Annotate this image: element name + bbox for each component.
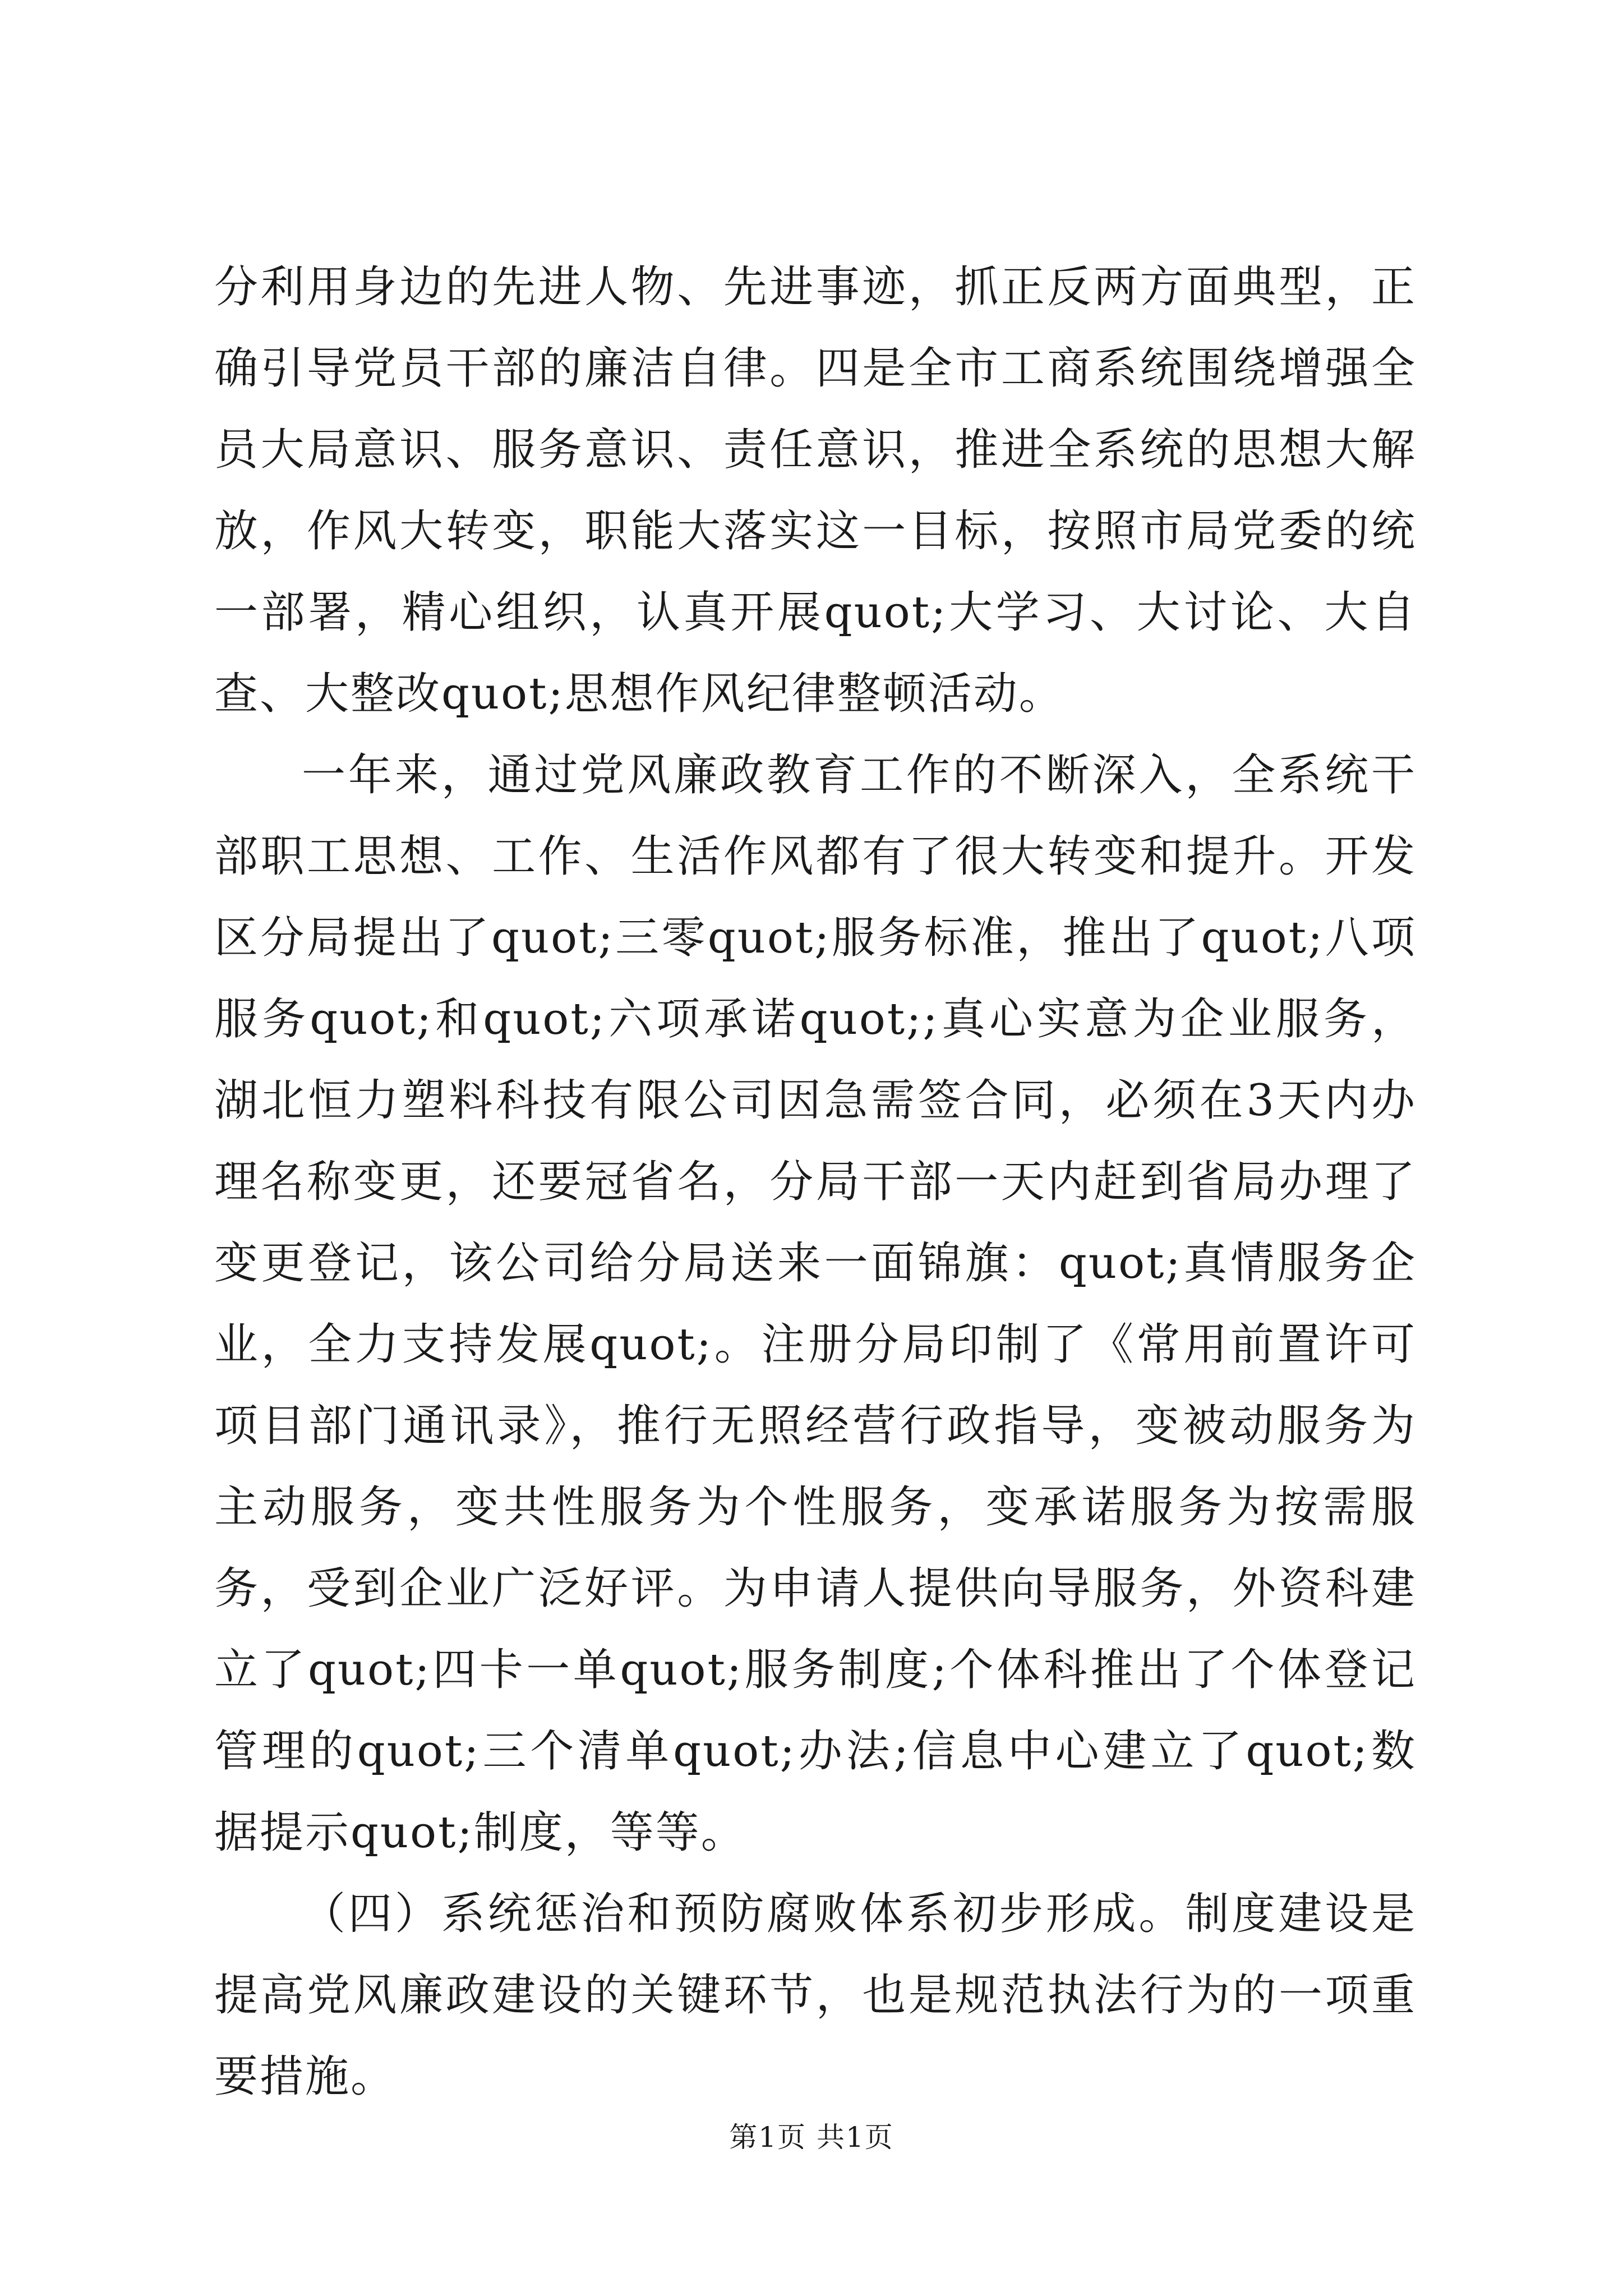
paragraph-continuation: 分利用身边的先进人物、先进事迹，抓正反两方面典型，正确引导党员干部的廉洁自律。四是全市工商系统围绕增强全员大局意识、服务意识、责任意识，推进全系统的思想大解放，作风大转变，职能大落实这一目标，按照市局党委的统一部署，精心组织，认真开展quot;大学习、大讨论、大自查、大整改quot;思想作风纪律整顿活动。 — [214, 262, 1417, 719]
document-body — [214, 247, 1417, 2118]
paragraph-education-results: 一年来，通过党风廉政教育工作的不断深入，全系统干部职工思想、工作、生活作风都有了很大转变和提升。开发区分局提出了quot;三零quot;服务标准，推出了quot;八项服务quot;和quot;六项承诺quot;;真心实意为企业服务，湖北恒力塑料科技有限公司因急需签合同，必须在3天内办理名称变更，还要冠省名，分局干部一天内赶到省局办理了变更登记，该公司给分局送来一面锦旗：quot;真情服务企业，全力支持发展quot;。注册分局印制了《常用前置许可项目部门通讯录》，推行无照经营行政指导，变被动服务为主动服务，变共性服务为个性服务，变承诺服务为按需服务，受到企业广泛好评。为申请人提供向导服务，外资科建立了quot;四卡一单quot;服务制度;个体科推出了个体登记管理的quot;三个清单quot;办法;信息中心建立了quot;数据提示quot;制度，等等。 — [214, 750, 1417, 1858]
paragraph-section-four: （四）系统惩治和预防腐败体系初步形成。制度建设是提高党风廉政建设的关键环节，也是规范执法行为的一项重要措施。 — [214, 1889, 1417, 2102]
page-footer: 第1页 共1页 — [729, 2121, 894, 2154]
